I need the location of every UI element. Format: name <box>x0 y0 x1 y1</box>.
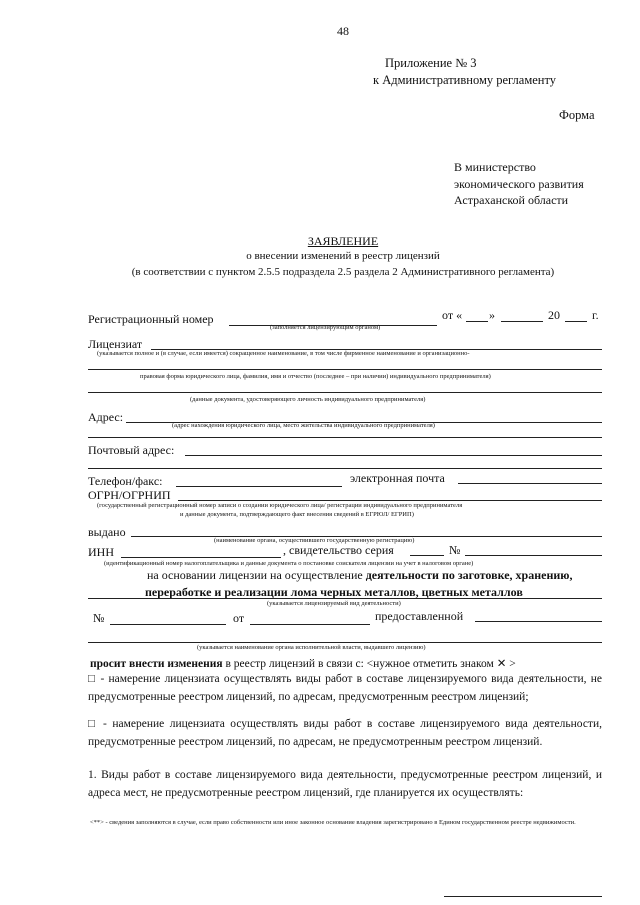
address-label: Адрес: <box>88 410 124 424</box>
addressee-line2: экономического развития <box>454 177 584 191</box>
license-number-label: № <box>93 611 105 625</box>
license-caption: (указывается лицензируемый вид деятельности) <box>267 600 401 607</box>
document-basis: (в соответствии с пунктом 2.5.5 подраздела 2.5 раздела 2 Административного регламента) <box>131 266 555 278</box>
form-label: Форма <box>559 108 595 122</box>
inn-certificate-label: , свидетельство серия <box>283 543 394 557</box>
footnote: <**> - сведения заполняются в случае, если право собственности или иное законное основание владения зарегистрировано в Едином государственном реестре недвижимости. <box>90 819 576 826</box>
issued-caption: (наименование органа, осуществившего государственную регистрацию) <box>214 537 415 544</box>
licensee-name-field-2[interactable] <box>88 369 602 370</box>
request-text <box>90 656 516 670</box>
request-rest: в реестр лицензий в связи с: <нужное отметить знаком ✕ > <box>222 658 516 670</box>
addressee-line3: Астраханской области <box>454 193 569 207</box>
license-line1-normal: на основании лицензии на осуществление <box>147 568 366 582</box>
option-2-checkbox[interactable]: □ - намерение лицензиата осуществлять виды работ в составе лицензируемого вида деятельности, предусмотренные реестром лицензий, по адресам, не предусмотренным реестром лицензий. <box>88 718 602 748</box>
inn-field[interactable] <box>121 557 281 558</box>
license-date-field[interactable] <box>250 624 370 625</box>
postal-address-label: Почтовый адрес: <box>88 443 175 457</box>
bottom-rule <box>444 896 602 897</box>
appendix-label: Приложение № 3 <box>385 56 477 70</box>
addressee-line1: В министерство <box>454 160 536 174</box>
page-number: 48 <box>337 24 349 38</box>
ogrn-label: ОГРН/ОГРНИП <box>88 488 171 502</box>
certificate-number-field[interactable] <box>465 555 602 556</box>
document-subtitle: о внесении изменений в реестр лицензий <box>246 250 440 262</box>
license-line2: переработке и реализации лома черных металлов, цветных металлов <box>145 585 523 599</box>
email-label: электронная почта <box>350 471 445 485</box>
certificate-number-label: № <box>449 543 461 557</box>
request-bold: просит внести изменения <box>90 658 223 670</box>
license-line1-bold: деятельности по заготовке, хранению, <box>365 568 573 582</box>
registration-quote-close: » <box>489 308 495 322</box>
issued-label: выдано <box>88 525 126 539</box>
postal-address-field-2[interactable] <box>88 468 602 469</box>
license-authority-caption: (указывается наименование органа исполнительной власти, выдавшего лицензию) <box>197 644 426 651</box>
registration-caption: (заполняется лицензирующим органом) <box>270 324 381 331</box>
registration-label: Регистрационный номер <box>88 312 214 326</box>
license-granted-label: предоставленной <box>375 609 464 623</box>
license-activity-line <box>88 598 602 599</box>
licensee-label: Лицензиат <box>88 337 143 351</box>
ogrn-caption2: и данные документа, подтверждающего факт внесения сведений в ЕГРЮЛ/ ЕГРИП) <box>180 511 414 518</box>
registration-day-field[interactable] <box>466 321 488 322</box>
license-line1 <box>147 568 572 583</box>
license-from-label: от <box>233 611 245 625</box>
licensee-caption2: правовая форма юридического лица, фамилия, имя и отчество (последнее – при наличии) индивидуального предпринимателя) <box>140 373 491 380</box>
document-title: ЗАЯВЛЕНИЕ <box>307 234 379 248</box>
registration-month-field[interactable] <box>501 321 543 322</box>
inn-caption: (идентификационный номер налогоплательщика и данные документа о постановке соискателя лицензии на учет в налоговом органе) <box>104 560 474 567</box>
licensee-caption3: (данные документа, удостоверяющего личность индивидуального предпринимателя) <box>190 396 426 403</box>
certificate-series-field[interactable] <box>410 555 444 556</box>
license-granted-field[interactable] <box>475 621 602 622</box>
registration-year-suffix: г. <box>592 308 599 322</box>
phone-label: Телефон/факс: <box>88 474 163 488</box>
inn-label: ИНН <box>88 545 114 559</box>
licensee-caption1: (указывается полное и (в случае, если имеется) сокращенное наименование, в том числе фирменное наименование и организационно- <box>97 350 470 357</box>
item-1-text: 1. Виды работ в составе лицензируемого вида деятельности, предусмотренные реестром лицензий, и адреса мест, не предусмотренные реестром лицензий, где планируется их осуществлять: <box>88 769 602 799</box>
ogrn-caption1: (государственный регистрационный номер записи о создании юридического лица/ регистрации индивидуального предпринимателя <box>97 502 463 509</box>
address-field-2[interactable] <box>88 437 602 438</box>
registration-year-prefix: 20 <box>548 308 560 322</box>
email-field[interactable] <box>458 483 602 484</box>
ogrn-field[interactable] <box>178 500 602 501</box>
postal-address-field[interactable] <box>185 455 602 456</box>
registration-from-label: от « <box>442 308 463 322</box>
option-1-checkbox[interactable]: □ - намерение лицензиата осуществлять виды работ в составе лицензируемого вида деятельности, не предусмотренные реестром лицензий, по адресам, предусмотренным реестром лицензий; <box>88 673 602 703</box>
phone-field[interactable] <box>176 486 342 487</box>
licensee-id-document-field[interactable] <box>88 392 602 393</box>
license-authority-field[interactable] <box>88 642 602 643</box>
address-caption: (адрес нахождения юридического лица, место жительства индивидуального предпринимателя) <box>172 422 435 429</box>
license-number-field[interactable] <box>110 624 226 625</box>
registration-year-field[interactable] <box>565 321 587 322</box>
regulation-label: к Административному регламенту <box>373 73 557 87</box>
